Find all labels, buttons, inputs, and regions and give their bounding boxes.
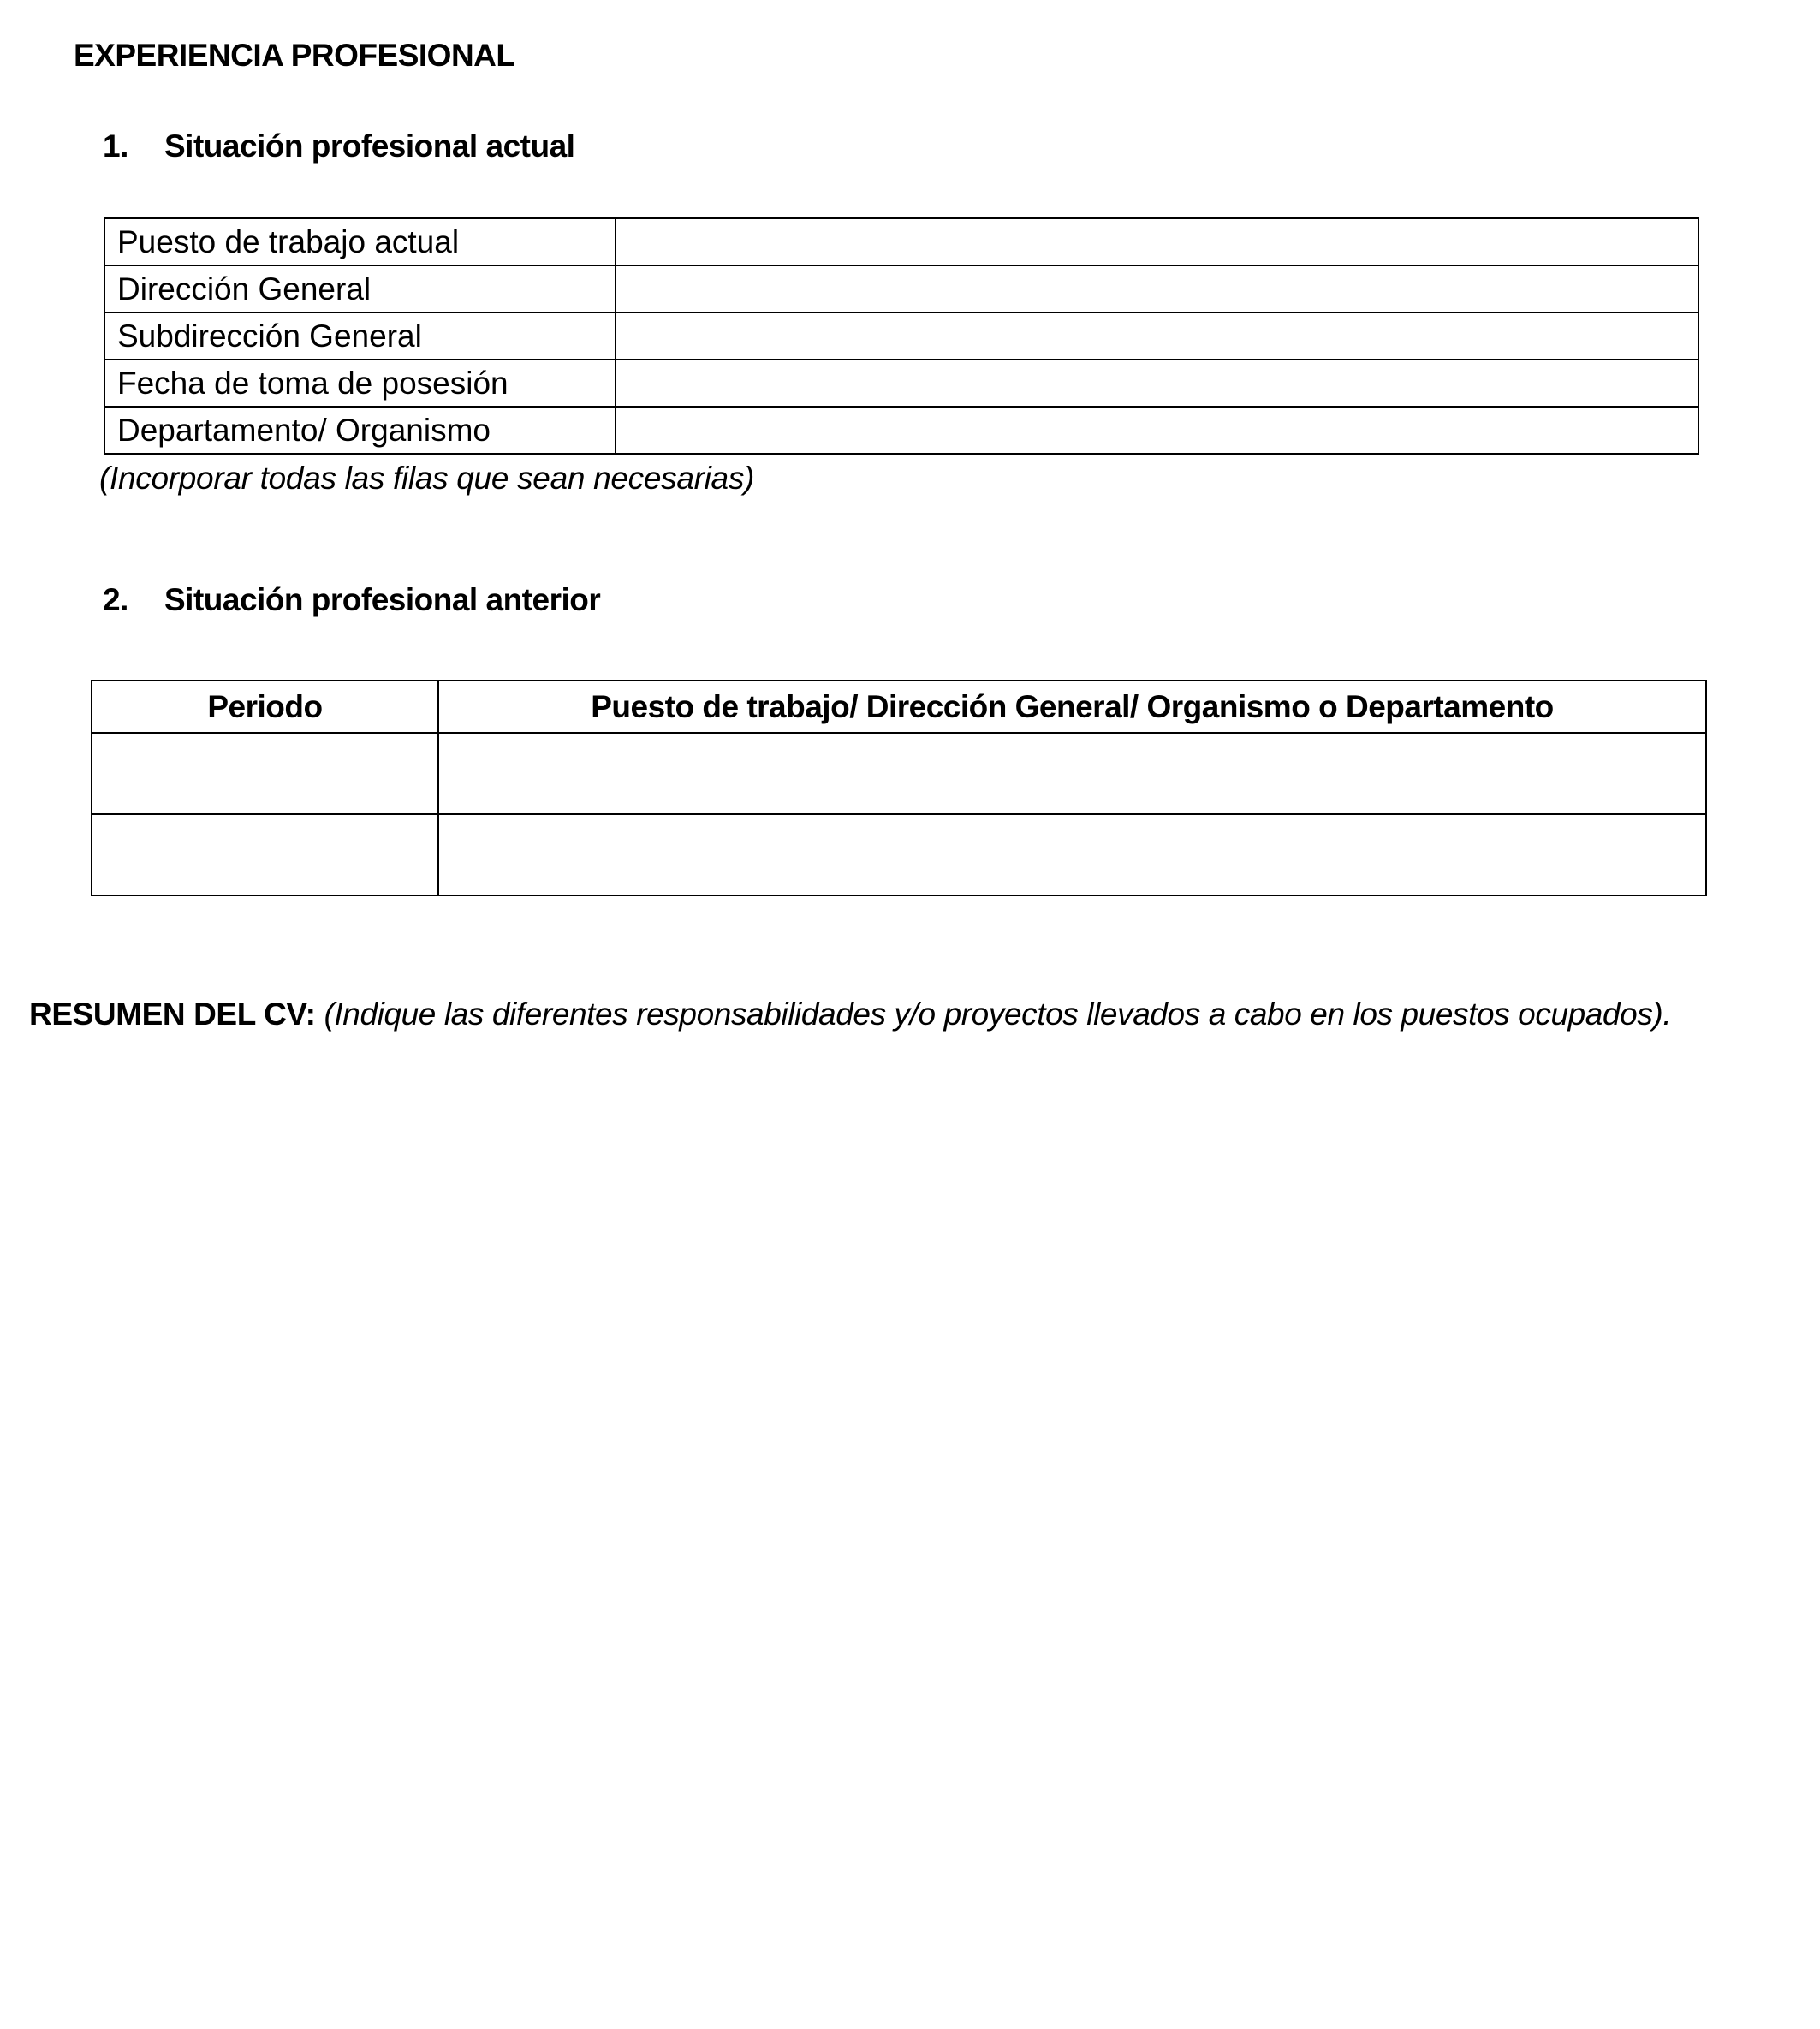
section-number: 2. (103, 582, 128, 617)
section-heading-current (103, 128, 574, 164)
table-row (92, 733, 1706, 814)
table-row (104, 407, 1698, 454)
row-label: Subdirección General (104, 312, 616, 360)
row-value-field[interactable] (616, 265, 1698, 312)
table-header-row (92, 681, 1706, 733)
position-field[interactable] (438, 814, 1706, 895)
period-field[interactable] (92, 814, 438, 895)
row-label: Dirección General (104, 265, 616, 312)
row-value-field[interactable] (616, 407, 1698, 454)
row-value-field[interactable] (616, 360, 1698, 407)
section-heading-previous (103, 582, 600, 618)
row-label: Departamento/ Organismo (104, 407, 616, 454)
previous-positions-table (91, 680, 1707, 896)
position-field[interactable] (438, 733, 1706, 814)
current-position-table (104, 217, 1699, 455)
summary-label: RESUMEN DEL CV: (29, 997, 316, 1032)
section-title: Situación profesional actual (164, 128, 575, 164)
section-number: 1. (103, 128, 128, 164)
table-row (104, 265, 1698, 312)
document-title: EXPERIENCIA PROFESIONAL (74, 38, 515, 73)
row-value-field[interactable] (616, 312, 1698, 360)
table-row (104, 312, 1698, 360)
table-row (104, 218, 1698, 265)
summary-hint: (Indique las diferentes responsabilidades y/o proyectos llevados a cabo en los puestos ocupados). (315, 997, 1672, 1032)
period-field[interactable] (92, 733, 438, 814)
table-row (104, 360, 1698, 407)
row-label: Fecha de toma de posesión (104, 360, 616, 407)
table-note: (Incorporar todas las filas que sean necesarias) (99, 461, 755, 496)
section-title: Situación profesional anterior (164, 582, 601, 617)
column-header-period: Periodo (92, 681, 438, 733)
table-row (92, 814, 1706, 895)
row-value-field[interactable] (616, 218, 1698, 265)
row-label: Puesto de trabajo actual (104, 218, 616, 265)
column-header-position: Puesto de trabajo/ Dirección General/ Organismo o Departamento (438, 681, 1706, 733)
cv-summary-heading (29, 997, 1671, 1032)
